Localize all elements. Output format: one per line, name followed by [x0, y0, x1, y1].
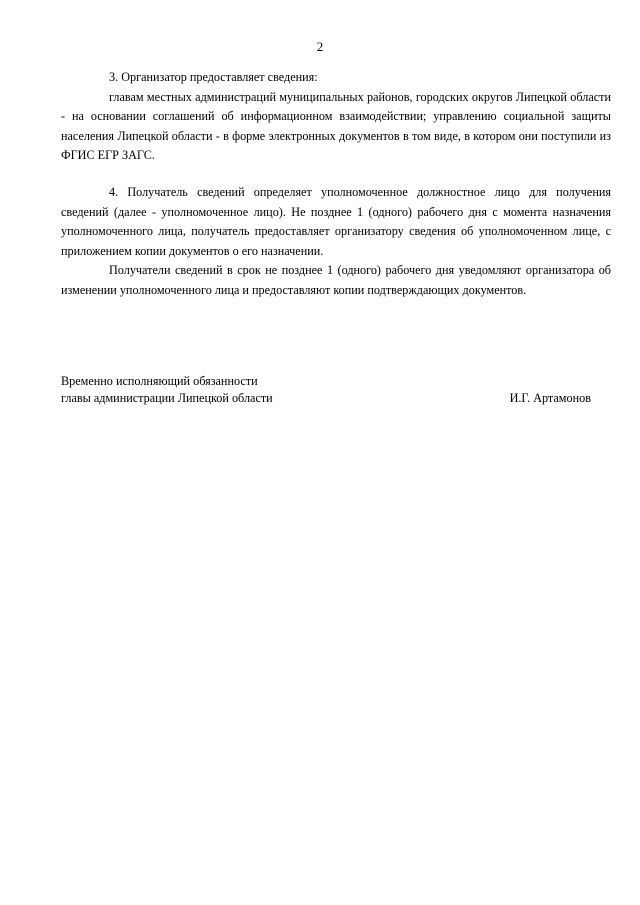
section-4-paragraph-1: 4. Получатель сведений определяет уполномоченное должностное лицо для получения сведений (далее - уполномоченное лицо). Не позднее 1 (одного) рабочего дня с момента назначения уполномоченного лица, получатель предоставляет организатору сведения об уполномоченном лице, с приложением копии документов о его назначении. [61, 185, 611, 258]
page-number: 2 [316, 39, 324, 54]
section-3-heading: 3. Организатор предоставляет сведения: [109, 70, 318, 84]
signature-line-1 [61, 373, 591, 390]
section-3 [61, 68, 611, 166]
signature-position-line-2: главы администрации Липецкой области [61, 391, 273, 405]
signature-line-2 [61, 390, 591, 407]
signatory-name: И.Г. Артамонов [509, 391, 591, 405]
signature-block [61, 373, 591, 407]
section-4-paragraph-2: Получатели сведений в срок не позднее 1 (одного) рабочего дня уведомляют организатора об изменении уполномоченного лица и предоставляют копии подтверждающих документов. [61, 263, 611, 297]
signature-position-line-1: Временно исполняющий обязанности [61, 374, 258, 388]
section-4 [61, 183, 611, 301]
section-3-text: главам местных администраций муниципальных районов, городских округов Липецкой области - на основании соглашений об информационном взаимодействии; управлению социальной защиты населения Липецкой области - в форме электронных документов в том виде, в котором они поступили из ФГИС ЕГР ЗАГС. [61, 89, 611, 163]
